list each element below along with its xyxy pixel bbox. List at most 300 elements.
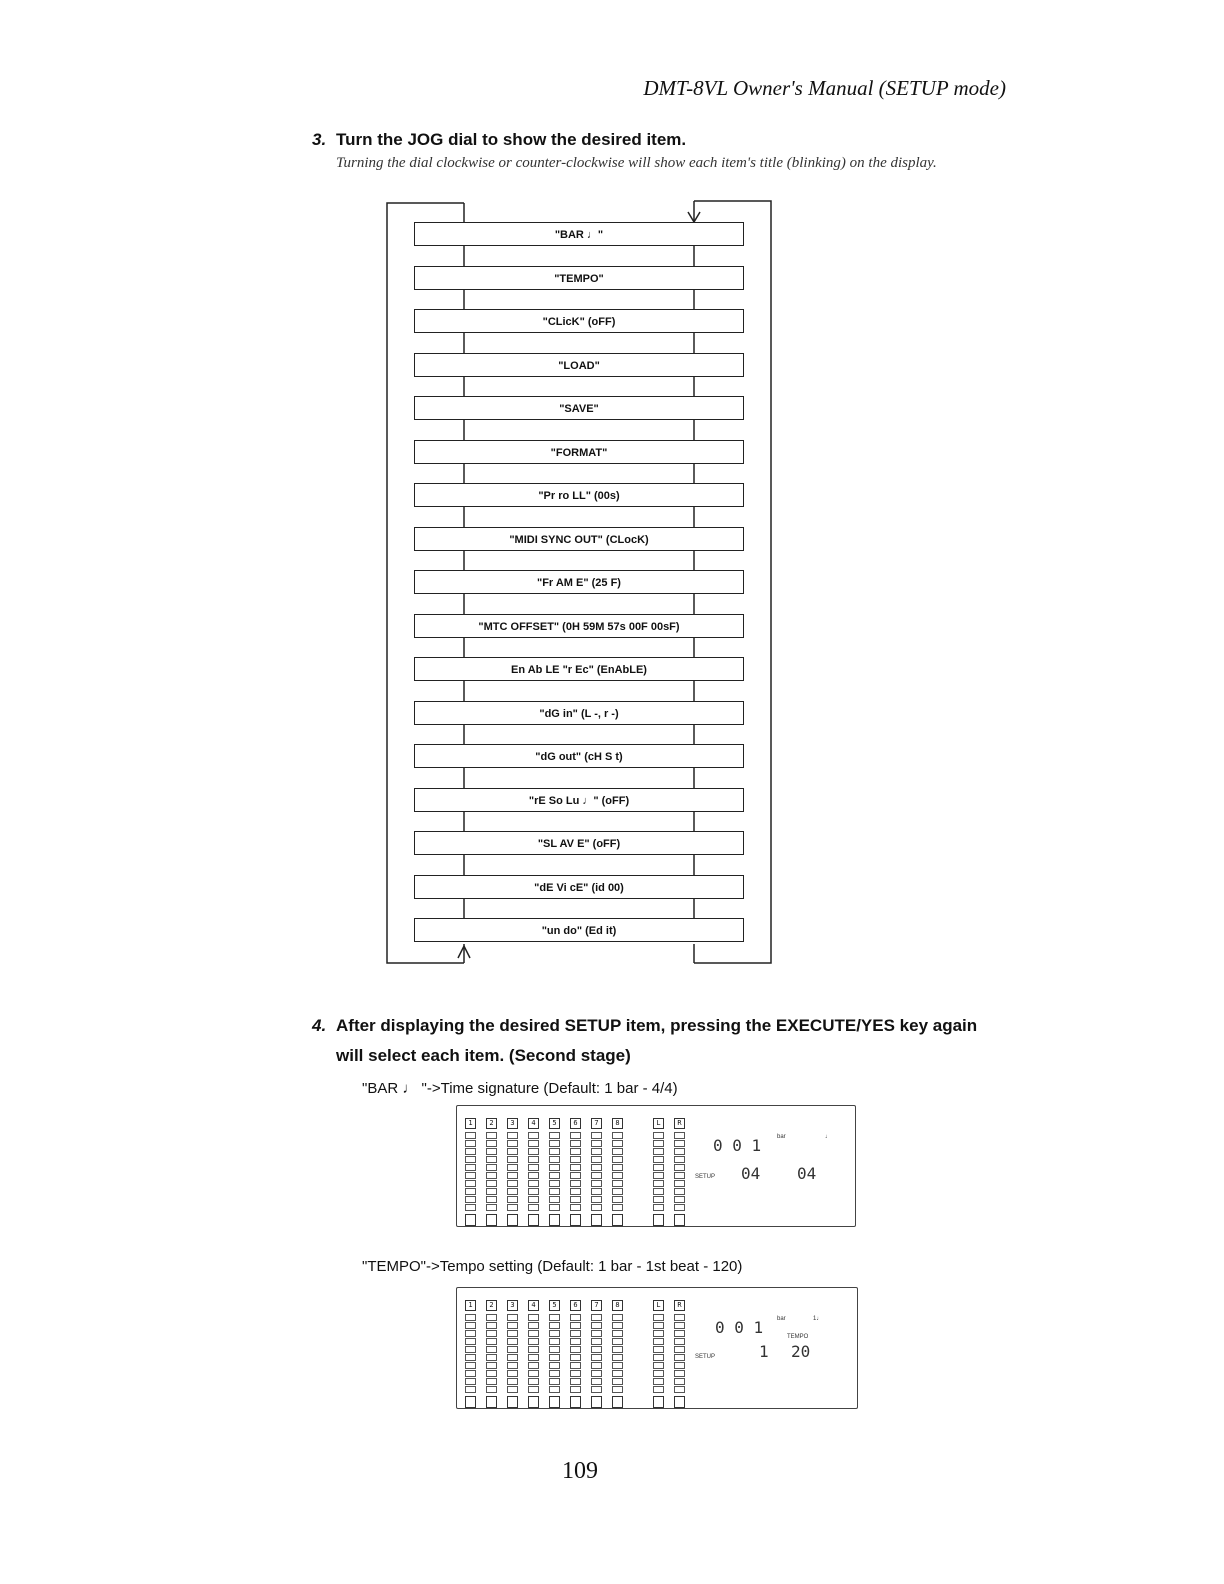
meter-segment	[674, 1180, 685, 1187]
meter-segment	[653, 1354, 664, 1361]
lcd-display-tempo	[456, 1287, 858, 1409]
meter-segment	[549, 1338, 560, 1345]
meter-segment	[570, 1322, 581, 1329]
meter-segment	[612, 1132, 623, 1139]
meter-segment	[674, 1196, 685, 1203]
meter-channel-label: 5	[549, 1118, 560, 1129]
meter-segment	[674, 1172, 685, 1179]
meter-segment	[591, 1132, 602, 1139]
meter-channel-label: 2	[486, 1118, 497, 1129]
meter-segment	[674, 1188, 685, 1195]
meter-segment	[465, 1386, 476, 1393]
page-header: DMT-8VL Owner's Manual (SETUP mode)	[643, 76, 1006, 100]
meter-segment	[528, 1164, 539, 1171]
meter-base	[591, 1214, 602, 1226]
meter-segment	[486, 1330, 497, 1337]
flow-item: "dG in" (L -, r -)	[414, 701, 744, 725]
meter-segment	[674, 1354, 685, 1361]
meter-channel-label: R	[674, 1118, 685, 1129]
meter-segment	[591, 1338, 602, 1345]
display-caption: "TEMPO"->Tempo setting (Default: 1 bar - 1st beat - 120)	[362, 1258, 743, 1275]
meter-segment	[653, 1148, 664, 1155]
meter-segment	[528, 1148, 539, 1155]
meter-segment	[653, 1156, 664, 1163]
flow-item: "TEMPO"	[414, 266, 744, 290]
meter-segment	[528, 1370, 539, 1377]
meter-base	[528, 1396, 539, 1408]
meter-segment	[465, 1204, 476, 1211]
meter-segment	[570, 1204, 581, 1211]
meter-segment	[549, 1362, 560, 1369]
meter-segment	[549, 1148, 560, 1155]
meter-base	[570, 1214, 581, 1226]
meter-segment	[612, 1386, 623, 1393]
step-number: 3.	[312, 130, 327, 149]
meter-segment	[612, 1346, 623, 1353]
meter-column	[549, 1300, 560, 1408]
flow-item: "un do" (Ed it)	[414, 918, 744, 942]
numerator: 04	[741, 1164, 761, 1183]
meter-segment	[674, 1314, 685, 1321]
meter-segment	[653, 1188, 664, 1195]
meter-segment	[570, 1132, 581, 1139]
meter-segment	[507, 1148, 518, 1155]
meter-segment	[528, 1204, 539, 1211]
meter-segment	[507, 1386, 518, 1393]
meter-channel-label: 1	[465, 1300, 476, 1311]
flow-item: "LOAD"	[414, 353, 744, 377]
bar-counter: 0 0 1	[713, 1136, 762, 1155]
meter-segment	[612, 1370, 623, 1377]
meter-segment	[549, 1132, 560, 1139]
meter-segment	[486, 1180, 497, 1187]
meter-segment	[653, 1378, 664, 1385]
flow-item: "SL AV E" (oFF)	[414, 831, 744, 855]
meter-segment	[528, 1188, 539, 1195]
meter-base	[486, 1396, 497, 1408]
meter-column	[612, 1300, 623, 1408]
meter-segment	[674, 1164, 685, 1171]
meter-segment	[591, 1314, 602, 1321]
page-number: 109	[562, 1458, 598, 1484]
meter-segment	[507, 1164, 518, 1171]
flow-item: "SAVE"	[414, 396, 744, 420]
meter-segment	[528, 1196, 539, 1203]
meter-segment	[486, 1164, 497, 1171]
meter-segment	[591, 1330, 602, 1337]
display-caption: "BAR ♩ "->Time signature (Default: 1 bar - 4/4)	[362, 1080, 678, 1097]
meter-segment	[486, 1346, 497, 1353]
meter-segment	[528, 1386, 539, 1393]
meter-base	[612, 1214, 623, 1226]
meter-column	[674, 1300, 685, 1408]
meter-segment	[486, 1156, 497, 1163]
meter-segment	[528, 1172, 539, 1179]
meter-segment	[591, 1140, 602, 1147]
meter-column	[528, 1118, 539, 1226]
meter-segment	[528, 1156, 539, 1163]
flow-item: "MIDI SYNC OUT" (CLocK)	[414, 527, 744, 551]
meter-segment	[612, 1338, 623, 1345]
meter-segment	[674, 1330, 685, 1337]
meter-segment	[507, 1314, 518, 1321]
meter-segment	[612, 1156, 623, 1163]
meter-segment	[591, 1346, 602, 1353]
meter-segment	[507, 1370, 518, 1377]
meter-segment	[549, 1354, 560, 1361]
meter-segment	[507, 1362, 518, 1369]
meter-segment	[486, 1338, 497, 1345]
meter-segment	[507, 1188, 518, 1195]
meter-channel-label: 8	[612, 1300, 623, 1311]
meter-segment	[653, 1362, 664, 1369]
meter-segment	[591, 1386, 602, 1393]
step-3-description: Turning the dial clockwise or counter-clockwise will show each item's title (blinking) on the display.	[336, 155, 937, 171]
meter-segment	[570, 1188, 581, 1195]
meter-segment	[653, 1370, 664, 1377]
beat-mark: 1♩	[813, 1316, 823, 1322]
meter-segment	[653, 1204, 664, 1211]
meter-segment	[612, 1196, 623, 1203]
meter-column	[486, 1118, 497, 1226]
meter-segment	[465, 1148, 476, 1155]
meter-segment	[465, 1164, 476, 1171]
meter-segment	[507, 1346, 518, 1353]
meter-segment	[674, 1140, 685, 1147]
step-4-heading	[312, 1016, 977, 1036]
meter-segment	[486, 1378, 497, 1385]
bar-tag: bar	[777, 1134, 786, 1140]
meter-segment	[528, 1322, 539, 1329]
meter-base	[674, 1214, 685, 1226]
meter-segment	[549, 1164, 560, 1171]
meter-segment	[612, 1180, 623, 1187]
meter-column	[570, 1300, 581, 1408]
meter-segment	[591, 1148, 602, 1155]
meter-segment	[653, 1164, 664, 1171]
meter-segment	[653, 1132, 664, 1139]
step-number: 4.	[312, 1016, 327, 1035]
meter-channel-label: 1	[465, 1118, 476, 1129]
meter-segment	[507, 1322, 518, 1329]
meter-segment	[570, 1156, 581, 1163]
meter-segment	[549, 1346, 560, 1353]
meter-segment	[528, 1354, 539, 1361]
meter-base	[570, 1396, 581, 1408]
meter-segment	[674, 1370, 685, 1377]
meter-segment	[486, 1148, 497, 1155]
meter-base	[653, 1214, 664, 1226]
meter-segment	[486, 1386, 497, 1393]
meter-segment	[591, 1188, 602, 1195]
meter-segment	[549, 1370, 560, 1377]
meter-column	[591, 1300, 602, 1408]
meter-segment	[674, 1378, 685, 1385]
beat-mark: ♩	[825, 1134, 831, 1140]
meter-segment	[612, 1330, 623, 1337]
tempo-tens: 20	[791, 1342, 811, 1361]
meter-segment	[591, 1204, 602, 1211]
meter-segment	[653, 1338, 664, 1345]
meter-segment	[465, 1346, 476, 1353]
meter-segment	[612, 1362, 623, 1369]
meter-segment	[591, 1196, 602, 1203]
meter-segment	[570, 1140, 581, 1147]
meter-column	[570, 1118, 581, 1226]
meter-segment	[674, 1346, 685, 1353]
meter-base	[507, 1214, 518, 1226]
meter-channel-label: R	[674, 1300, 685, 1311]
meter-base	[653, 1396, 664, 1408]
meter-segment	[549, 1172, 560, 1179]
meter-segment	[507, 1132, 518, 1139]
flow-item: "CLicK" (oFF)	[414, 309, 744, 333]
meter-segment	[570, 1386, 581, 1393]
meter-segment	[507, 1378, 518, 1385]
meter-segment	[674, 1148, 685, 1155]
meter-segment	[653, 1330, 664, 1337]
meter-segment	[653, 1322, 664, 1329]
flow-item: "BAR ♩"	[414, 222, 744, 246]
meter-column	[507, 1300, 518, 1408]
meter-segment	[507, 1196, 518, 1203]
meter-segment	[570, 1314, 581, 1321]
meter-segment	[486, 1370, 497, 1377]
tempo-tag: TEMPO	[787, 1334, 809, 1340]
meter-column	[591, 1118, 602, 1226]
meter-segment	[653, 1172, 664, 1179]
meter-segment	[591, 1180, 602, 1187]
meter-base	[486, 1214, 497, 1226]
meter-segment	[507, 1330, 518, 1337]
meter-segment	[653, 1346, 664, 1353]
meter-segment	[570, 1330, 581, 1337]
meter-segment	[674, 1386, 685, 1393]
meter-segment	[612, 1164, 623, 1171]
flow-item: "Fr AM E" (25 F)	[414, 570, 744, 594]
meter-segment	[486, 1172, 497, 1179]
meter-segment	[465, 1140, 476, 1147]
meter-segment	[528, 1378, 539, 1385]
meter-segment	[507, 1180, 518, 1187]
step-text: After displaying the desired SETUP item, pressing the EXECUTE/YES key again	[336, 1016, 978, 1035]
meter-segment	[674, 1322, 685, 1329]
flow-item: "FORMAT"	[414, 440, 744, 464]
meter-segment	[465, 1378, 476, 1385]
meter-segment	[674, 1132, 685, 1139]
tempo-hundreds: 1	[759, 1342, 769, 1361]
mode-label: SETUP	[695, 1354, 716, 1360]
meter-segment	[465, 1188, 476, 1195]
meter-base	[549, 1396, 560, 1408]
meter-base	[674, 1396, 685, 1408]
meter-segment	[465, 1362, 476, 1369]
meter-segment	[549, 1314, 560, 1321]
meter-segment	[528, 1338, 539, 1345]
meter-segment	[528, 1140, 539, 1147]
meter-segment	[591, 1172, 602, 1179]
meter-segment	[674, 1204, 685, 1211]
meter-base	[465, 1214, 476, 1226]
meter-segment	[465, 1132, 476, 1139]
meter-segment	[612, 1148, 623, 1155]
meter-segment	[549, 1180, 560, 1187]
flow-item: "MTC OFFSET" (0H 59M 57s 00F 00sF)	[414, 614, 744, 638]
meter-segment	[549, 1330, 560, 1337]
meter-segment	[465, 1156, 476, 1163]
flow-item: "Pr ro LL" (00s)	[414, 483, 744, 507]
meter-segment	[653, 1180, 664, 1187]
meter-channel-label: L	[653, 1118, 664, 1129]
meter-segment	[528, 1346, 539, 1353]
meter-segment	[507, 1204, 518, 1211]
meter-segment	[591, 1378, 602, 1385]
meter-base	[549, 1214, 560, 1226]
meter-column	[486, 1300, 497, 1408]
meter-segment	[507, 1172, 518, 1179]
meter-segment	[591, 1370, 602, 1377]
step-text: Turn the JOG dial to show the desired item.	[336, 130, 687, 149]
meter-segment	[486, 1362, 497, 1369]
meter-segment	[653, 1196, 664, 1203]
meter-segment	[465, 1330, 476, 1337]
meter-segment	[591, 1156, 602, 1163]
meter-segment	[612, 1140, 623, 1147]
meter-segment	[612, 1188, 623, 1195]
denominator: 04	[797, 1164, 817, 1183]
meter-segment	[674, 1362, 685, 1369]
meter-column	[465, 1118, 476, 1226]
meter-segment	[486, 1322, 497, 1329]
lcd-display-time-signature	[456, 1105, 856, 1227]
meter-segment	[674, 1338, 685, 1345]
meter-segment	[674, 1156, 685, 1163]
meter-segment	[549, 1386, 560, 1393]
meter-channel-label: 7	[591, 1300, 602, 1311]
meter-segment	[612, 1322, 623, 1329]
meter-channel-label: 5	[549, 1300, 560, 1311]
meter-segment	[612, 1172, 623, 1179]
meter-channel-label: 6	[570, 1300, 581, 1311]
meter-segment	[486, 1354, 497, 1361]
meter-base	[591, 1396, 602, 1408]
meter-channel-label: 4	[528, 1118, 539, 1129]
meter-base	[507, 1396, 518, 1408]
meter-column	[549, 1118, 560, 1226]
meter-segment	[549, 1156, 560, 1163]
meter-segment	[486, 1204, 497, 1211]
meter-segment	[486, 1132, 497, 1139]
meter-segment	[653, 1140, 664, 1147]
meter-segment	[486, 1314, 497, 1321]
meter-segment	[612, 1204, 623, 1211]
meter-segment	[591, 1362, 602, 1369]
meter-segment	[570, 1354, 581, 1361]
meter-base	[612, 1396, 623, 1408]
meter-segment	[465, 1354, 476, 1361]
meter-segment	[549, 1378, 560, 1385]
meter-segment	[507, 1140, 518, 1147]
meter-segment	[486, 1196, 497, 1203]
meter-channel-label: 3	[507, 1118, 518, 1129]
meter-channel-label: 8	[612, 1118, 623, 1129]
meter-column	[465, 1300, 476, 1408]
meter-column	[653, 1118, 664, 1226]
meter-segment	[465, 1370, 476, 1377]
meter-segment	[465, 1314, 476, 1321]
meter-column	[528, 1300, 539, 1408]
flow-item: "dE Vi cE" (id 00)	[414, 875, 744, 899]
meter-segment	[486, 1188, 497, 1195]
meter-segment	[465, 1172, 476, 1179]
meter-column	[653, 1300, 664, 1408]
step-4-heading-cont: will select each item. (Second stage)	[336, 1046, 631, 1065]
meter-segment	[528, 1330, 539, 1337]
meter-segment	[570, 1338, 581, 1345]
meter-segment	[507, 1354, 518, 1361]
meter-column	[674, 1118, 685, 1226]
meter-channel-label: 7	[591, 1118, 602, 1129]
meter-segment	[570, 1196, 581, 1203]
meter-segment	[507, 1156, 518, 1163]
meter-segment	[570, 1378, 581, 1385]
meter-column	[612, 1118, 623, 1226]
meter-segment	[528, 1314, 539, 1321]
meter-channel-label: 4	[528, 1300, 539, 1311]
bar-counter: 0 0 1	[715, 1318, 764, 1337]
meter-segment	[465, 1180, 476, 1187]
meter-segment	[612, 1314, 623, 1321]
meter-segment	[612, 1378, 623, 1385]
meter-segment	[653, 1314, 664, 1321]
meter-segment	[570, 1172, 581, 1179]
meter-segment	[591, 1164, 602, 1171]
meter-segment	[591, 1354, 602, 1361]
meter-segment	[653, 1386, 664, 1393]
meter-segment	[549, 1204, 560, 1211]
meter-channel-label: 6	[570, 1118, 581, 1129]
meter-base	[465, 1396, 476, 1408]
mode-label: SETUP	[695, 1174, 716, 1180]
meter-segment	[570, 1148, 581, 1155]
meter-segment	[486, 1140, 497, 1147]
meter-channel-label: 2	[486, 1300, 497, 1311]
meter-channel-label: L	[653, 1300, 664, 1311]
meter-segment	[528, 1180, 539, 1187]
meter-segment	[570, 1370, 581, 1377]
flow-item: "rE So Lu ♩" (oFF)	[414, 788, 744, 812]
meter-segment	[528, 1362, 539, 1369]
meter-segment	[465, 1338, 476, 1345]
meter-segment	[465, 1196, 476, 1203]
meter-segment	[591, 1322, 602, 1329]
meter-segment	[570, 1164, 581, 1171]
meter-channel-label: 3	[507, 1300, 518, 1311]
meter-segment	[549, 1188, 560, 1195]
flow-item: "dG out" (cH S t)	[414, 744, 744, 768]
meter-segment	[612, 1354, 623, 1361]
meter-segment	[570, 1362, 581, 1369]
meter-segment	[570, 1180, 581, 1187]
meter-segment	[549, 1322, 560, 1329]
meter-segment	[528, 1132, 539, 1139]
meter-column	[507, 1118, 518, 1226]
meter-segment	[465, 1322, 476, 1329]
meter-base	[528, 1214, 539, 1226]
meter-segment	[570, 1346, 581, 1353]
bar-tag: bar	[777, 1316, 786, 1322]
meter-segment	[507, 1338, 518, 1345]
